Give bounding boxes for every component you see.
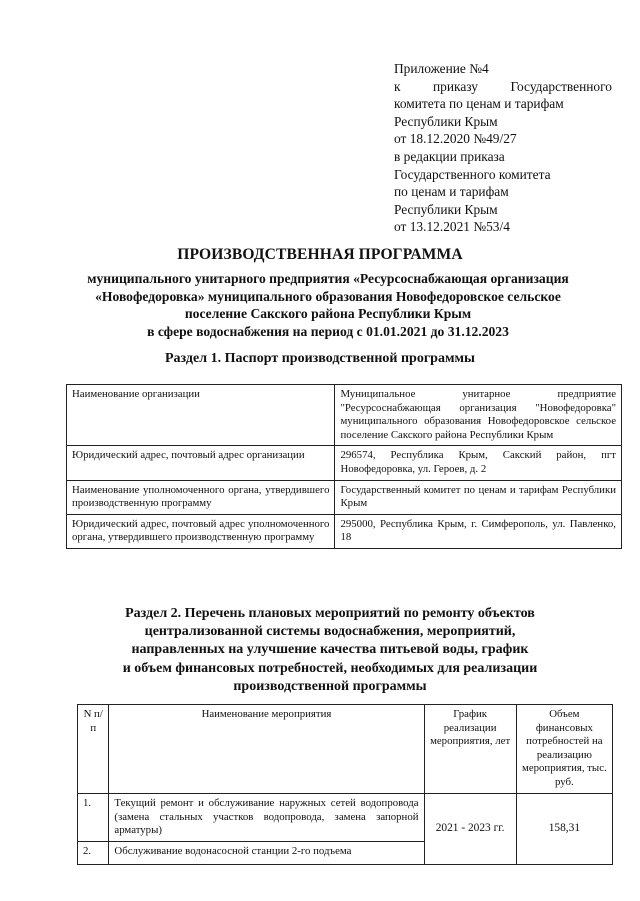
appendix-line: от 18.12.2020 №49/27 xyxy=(394,131,517,147)
subtitle-line: поселение Сакского района Республики Крым xyxy=(184,306,472,322)
appendix-line: по ценам и тарифам xyxy=(394,184,509,200)
row-num: 2. xyxy=(78,841,109,864)
passport-value: Муниципальное унитарное предприятие "Ресурсоснабжающая организация "Новофедоровка" муниципального образования Новофедоровское сельское поселение Сакского района Республики Крым xyxy=(335,385,622,446)
passport-value: Государственный комитет по ценам и тарифам Республики Крым xyxy=(335,480,622,514)
header-amount: Объем финансовых потребностей на реализацию мероприятия, тыс. руб. xyxy=(516,705,612,794)
appendix-line: от 13.12.2021 №53/4 xyxy=(394,219,510,235)
header-schedule: График реализации мероприятия, лет xyxy=(424,705,516,794)
table-row xyxy=(67,446,622,480)
table-row xyxy=(78,794,613,842)
appendix-line: к приказу Государственного xyxy=(394,78,612,94)
section2-heading xyxy=(40,605,620,696)
table-row xyxy=(67,385,622,446)
table-header-row xyxy=(78,705,613,794)
appendix-line: Государственного комитета xyxy=(394,166,551,182)
row-name: Текущий ремонт и обслуживание наружных сетей водопровода (замена стальных участков водопровода, замена запорной арматуры) xyxy=(109,794,424,842)
passport-value: 296574, Республика Крым, Сакский район, пгт Новофедоровка, ул. Героев, д. 2 xyxy=(335,446,622,480)
section2-heading-line: направленных на улучшение качества питьевой воды, график xyxy=(131,642,529,658)
schedule-cell: 2021 - 2023 гг. xyxy=(424,794,516,865)
header-name: Наименование мероприятия xyxy=(109,705,424,794)
appendix-line: Республики Крым xyxy=(394,201,498,217)
appendix-line: в редакции приказа xyxy=(394,148,505,164)
document-title: ПРОИЗВОДСТВЕННАЯ ПРОГРАММА xyxy=(177,246,463,263)
passport-label: Наименование уполномоченного органа, утвердившего производственную программу xyxy=(67,480,335,514)
section1-heading: Раздел 1. Паспорт производственной программы xyxy=(165,351,475,366)
passport-table xyxy=(66,384,622,549)
section2-heading-line: и объем финансовых потребностей, необходимых для реализации xyxy=(122,660,538,676)
subtitle-line: муниципального унитарного предприятия «Ресурсоснабжающая организация xyxy=(87,271,569,286)
appendix-block xyxy=(394,60,612,236)
measures-table xyxy=(77,704,613,865)
table-row xyxy=(67,480,622,514)
section2-heading-line: производственной программы xyxy=(233,678,427,694)
section2-heading-line: Раздел 2. Перечень плановых мероприятий по ремонту объектов xyxy=(125,606,535,621)
appendix-line: комитета по ценам и тарифам xyxy=(394,96,564,112)
document-subtitle xyxy=(40,270,616,340)
passport-label: Юридический адрес, почтовый адрес уполномоченного органа, утвердившего производственную программу xyxy=(67,514,335,548)
amount-cell: 158,31 xyxy=(516,794,612,865)
appendix-line: Приложение №4 xyxy=(394,61,489,76)
section2-heading-line: централизованной системы водоснабжения, мероприятий, xyxy=(144,624,516,640)
appendix-line: Республики Крым xyxy=(394,113,498,129)
passport-label: Юридический адрес, почтовый адрес организации xyxy=(67,446,335,480)
row-name: Обслуживание водонасосной станции 2-го подъема xyxy=(109,841,424,864)
passport-value: 295000, Республика Крым, г. Симферополь, ул. Павленко, 18 xyxy=(335,514,622,548)
subtitle-line: в сфере водоснабжения на период с 01.01.2021 до 31.12.2023 xyxy=(147,323,509,339)
row-num: 1. xyxy=(78,794,109,842)
passport-label: Наименование организации xyxy=(67,385,335,446)
header-num: N п/п xyxy=(78,705,109,794)
table-row xyxy=(67,514,622,548)
subtitle-line: «Новофедоровка» муниципального образования Новофедоровское сельское xyxy=(95,288,561,304)
